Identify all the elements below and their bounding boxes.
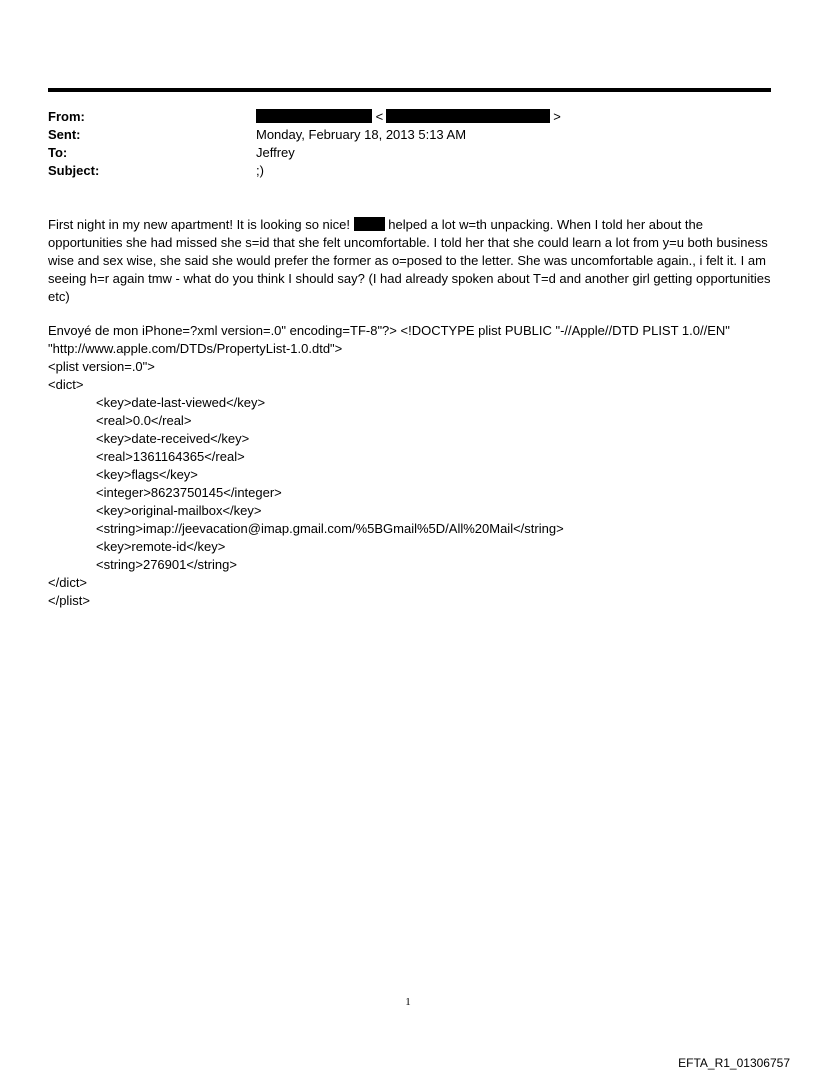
from-value (256, 108, 561, 126)
plist-line-3: <plist version=.0"> (48, 359, 155, 374)
subject-value: ;) (256, 163, 264, 178)
plist-entry: <real>1361164365</real> (96, 449, 245, 464)
plist-entry: <key>date-received</key> (96, 431, 250, 446)
body-paragraph (48, 216, 772, 306)
subject-label: Subject: (48, 163, 100, 178)
redacted-sender-email (386, 109, 550, 123)
from-close-bracket: > (553, 109, 561, 124)
plist-entry: <key>flags</key> (96, 467, 198, 482)
redacted-sender-name (256, 109, 372, 123)
document-id: EFTA_R1_01306757 (678, 1056, 790, 1070)
plist-entry: <real>0.0</real> (96, 413, 192, 428)
plist-entry: <key>remote-id</key> (96, 539, 226, 554)
plist-entry: <integer>8623750145</integer> (96, 485, 282, 500)
plist-line-1: Envoyé de mon iPhone=?xml version=.0" encoding=TF-8"?> <!DOCTYPE plist PUBLIC "-//Apple//DTD PLIST 1.0//EN" (48, 323, 730, 338)
plist-entry: <key>date-last-viewed</key> (96, 395, 266, 410)
plist-block (48, 322, 772, 610)
plist-close-dict: </dict> (48, 575, 88, 590)
redacted-name (354, 217, 385, 231)
page-number: 1 (405, 996, 411, 1008)
to-label: To: (48, 145, 68, 160)
to-value: Jeffrey (256, 145, 295, 160)
header-rule (48, 88, 771, 92)
plist-line-4: <dict> (48, 377, 84, 392)
plist-line-2: "http://www.apple.com/DTDs/PropertyList-1.0.dtd"> (48, 341, 343, 356)
plist-entry: <string>276901</string> (96, 557, 237, 572)
from-label: From: (48, 109, 85, 124)
plist-close-plist: </plist> (48, 593, 90, 608)
plist-entry: <key>original-mailbox</key> (96, 503, 262, 518)
body-part2: helped a lot w=th unpacking. When I told her about the opportunities she had missed she s=id that she felt uncomfortable. I told her that she could learn a lot from y=u both business wise and sex wise, she said she would prefer the former as o=posed to the letter. She was uncomfortable again., i felt it. I am seeing h=r again tmw - what do you think I should say? (I had already spoken about T=d and another girl getting opportunities etc) (48, 217, 771, 304)
sent-label: Sent: (48, 127, 81, 142)
email-body (48, 216, 772, 306)
plist-entry: <string>imap://jeevacation@imap.gmail.com/%5BGmail%5D/All%20Mail</string> (96, 521, 564, 536)
sent-value: Monday, February 18, 2013 5:13 AM (256, 127, 467, 142)
from-open-bracket: < (375, 109, 384, 124)
body-part1: First night in my new apartment! It is looking so nice! (48, 217, 354, 232)
